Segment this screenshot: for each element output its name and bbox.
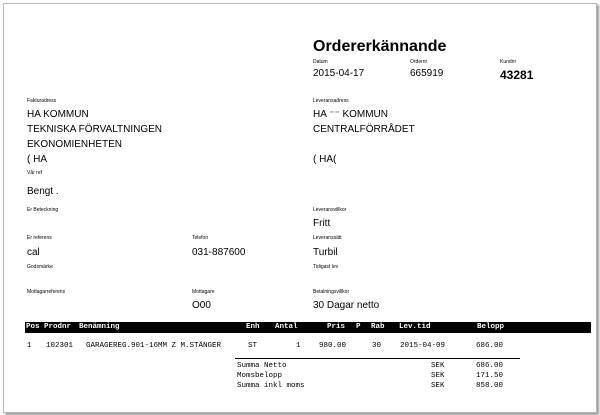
col-header-p: P: [356, 323, 361, 331]
col-header-enh: Enh: [246, 323, 260, 331]
total-label: Summa inkl moms: [237, 382, 305, 390]
col-header-benamning: Benämning: [79, 323, 120, 331]
betalningsvillkor-label: Betalningsvillkor: [313, 289, 350, 295]
row-rab: 30: [372, 342, 382, 350]
telefon-value: 031-887600: [192, 247, 246, 258]
row-pos: 1: [27, 342, 32, 350]
mottagare-label: Mottagare: [192, 289, 215, 295]
leveransadress-line2: CENTRALFÖRRÅDET: [313, 124, 415, 135]
row-pris: 980.00: [319, 342, 347, 350]
fakturadress-label: Fakturadress: [27, 98, 57, 104]
row-prodnr: 102301: [46, 342, 74, 350]
col-header-belopp: Belopp: [477, 323, 505, 331]
row-belopp: 686.00: [476, 342, 504, 350]
total-amount: 686.00: [476, 362, 504, 370]
totals-divider: [235, 358, 520, 359]
betalningsvillkor-value: 30 Dagar netto: [313, 300, 380, 311]
ordernr-value: 665919: [410, 68, 444, 79]
col-header-rab: Rab: [371, 323, 385, 331]
fakturadress-line1: HA KOMMUN: [27, 109, 89, 120]
kundnr-label: Kundnr: [500, 59, 517, 65]
row-enh: ST: [248, 342, 258, 350]
leveransadress-label: Leveransadress: [313, 98, 349, 104]
row-benamning: GARAGEREG.901-16MM Z M.STÄNGER: [86, 342, 222, 350]
leveransadress-line3: ( HA(: [313, 154, 337, 165]
var-ref-value: Bengt .: [27, 186, 59, 197]
col-header-pos: Pos: [26, 323, 40, 331]
leveransvillkor-value: Fritt: [313, 218, 331, 229]
leveransadress-line1: HA ⁻⁻ KOMMUN: [313, 109, 389, 120]
leveranssatt-label: Leveranssätt: [313, 235, 342, 241]
var-ref-label: Vår ref: [27, 170, 43, 176]
fakturadress-line4: ( HA: [27, 154, 47, 165]
fakturadress-line2: TEKNISKA FÖRVALTNINGEN: [27, 124, 163, 135]
total-label: Momsbelopp: [237, 372, 283, 380]
total-amount: 171.50: [476, 372, 504, 380]
total-label: Summa Netto: [237, 362, 287, 370]
datum-label: Datum: [313, 59, 328, 65]
mottagare-value: O00: [192, 300, 211, 311]
row-antal: 1: [296, 342, 301, 350]
telefon-label: Telefon: [192, 235, 209, 241]
col-header-pris: Pris: [327, 323, 346, 331]
er-referens-value: cal: [27, 247, 40, 258]
row-levtid: 2015-04-09: [400, 342, 446, 350]
datum-value: 2015-04-17: [313, 68, 365, 79]
kundnr-value: 43281: [500, 68, 534, 82]
col-header-prodnr: Prodnr: [44, 323, 72, 331]
er-referens-label: Er referens: [27, 235, 52, 241]
er-beteckning-label: Er Beteckning: [27, 207, 59, 213]
total-amount: 858.00: [476, 382, 504, 390]
tidigast-lev-label: Tidigast lev: [313, 264, 339, 270]
fakturadress-line3: EKONOMIENHETEN: [27, 139, 123, 150]
total-currency: SEK: [431, 372, 445, 380]
ordernr-label: Ordernr: [410, 59, 428, 65]
total-currency: SEK: [431, 362, 445, 370]
order-table-header: [25, 322, 591, 333]
mottagarreferens-label: Mottagarreferens: [27, 289, 66, 295]
col-header-levtid: Lev.tid: [399, 323, 431, 331]
total-currency: SEK: [431, 382, 445, 390]
col-header-antal: Antal: [275, 323, 298, 331]
document-title: Ordererkännande: [313, 38, 447, 55]
godsmarke-label: Godsmärke: [27, 264, 53, 270]
leveranssatt-value: Turbil: [313, 247, 338, 258]
leveransvillkor-label: Leveransvillkor: [313, 207, 347, 213]
